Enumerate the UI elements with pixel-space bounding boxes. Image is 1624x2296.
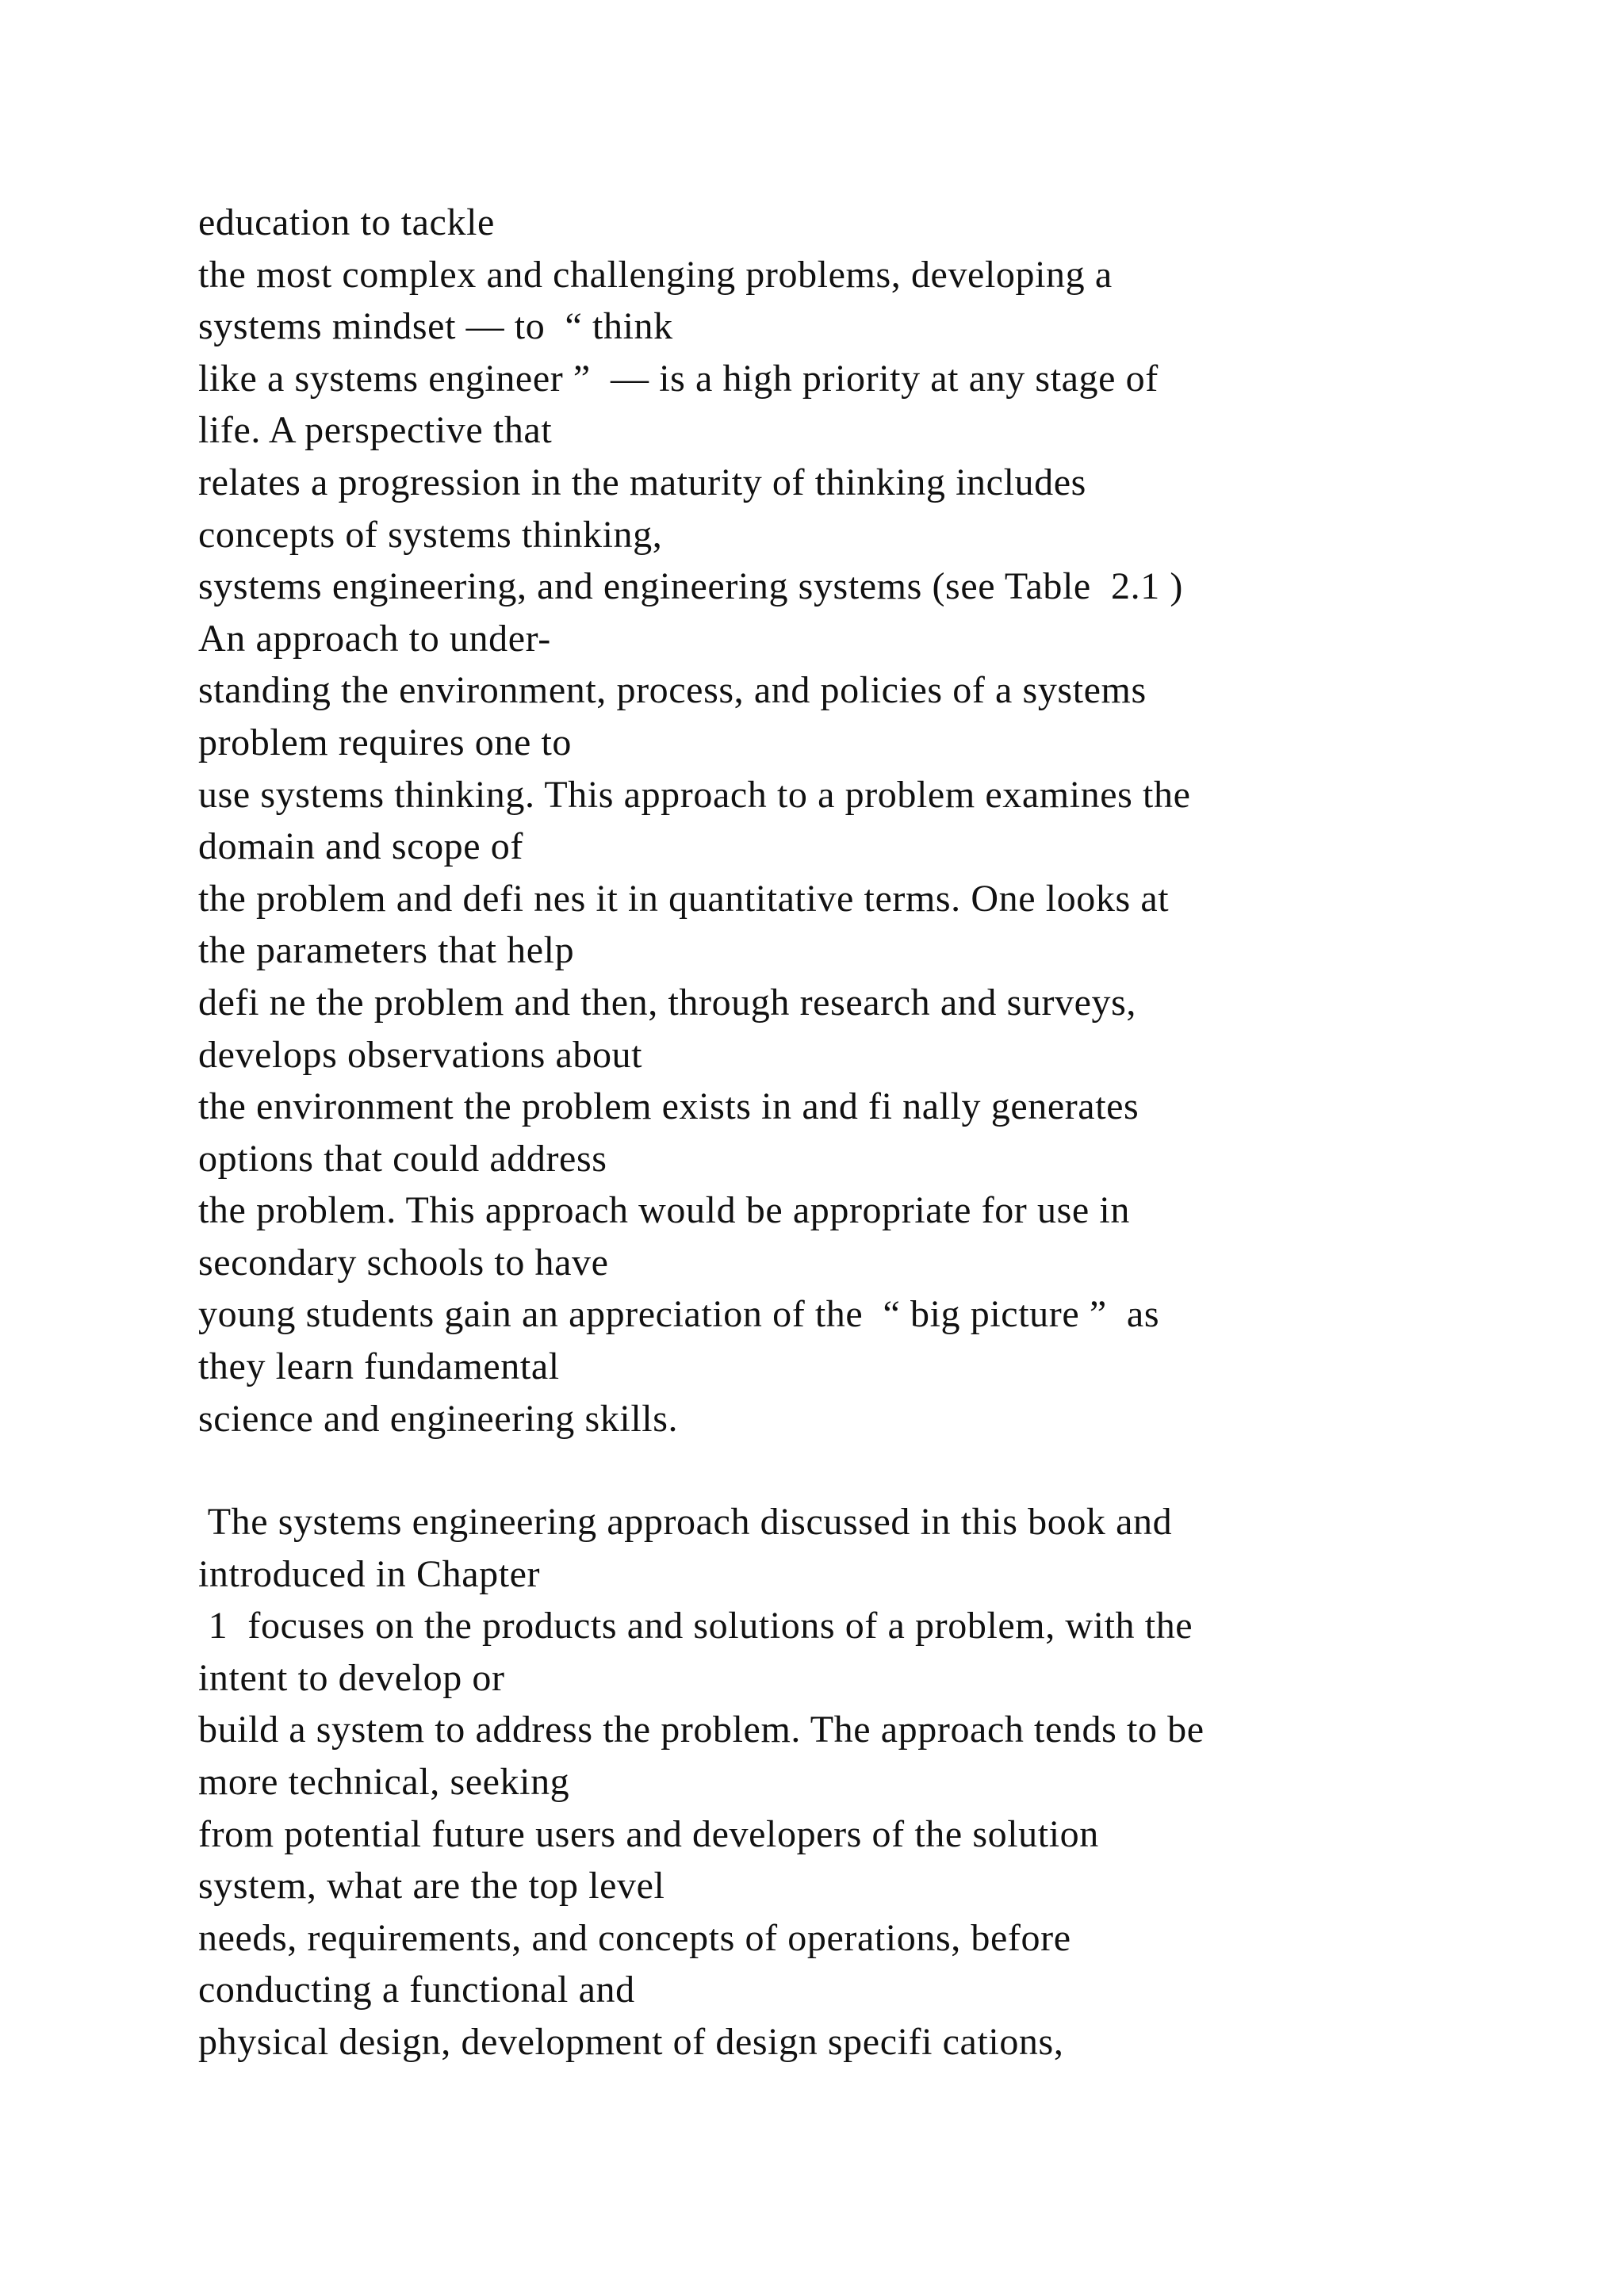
text-line: the problem. This approach would be appropriate for use in (198, 1189, 1130, 1232)
text-line: the environment the problem exists in and fi nally generates (198, 1085, 1139, 1128)
text-line: intent to develop or (198, 1656, 505, 1699)
text-line: science and engineering skills. (198, 1397, 679, 1440)
text-line: build a system to address the problem. The approach tends to be (198, 1709, 1205, 1751)
text-line: domain and scope of (198, 825, 523, 868)
text-line: like a systems engineer ” — is a high priority at any stage of (198, 357, 1159, 400)
text-line: more technical, seeking (198, 1760, 570, 1803)
text-line: education to tackle (198, 201, 495, 243)
text-line: physical design, development of design specifi cations, (198, 2020, 1064, 2063)
text-line: concepts of systems thinking, (198, 513, 663, 556)
text-line: they learn fundamental (198, 1345, 560, 1388)
text-line: the most complex and challenging problems, developing a (198, 253, 1113, 296)
text-line: develops observations about (198, 1033, 643, 1076)
text-line: problem requires one to (198, 721, 572, 763)
paragraph-2 (198, 1496, 1507, 2068)
paragraph-1 (198, 197, 1507, 1445)
text-line: system, what are the top level (198, 1865, 665, 1908)
text-line: the parameters that help (198, 929, 575, 972)
text-line: needs, requirements, and concepts of operations, before (198, 1916, 1071, 1959)
text-line: young students gain an appreciation of the “ big picture ” as (198, 1293, 1160, 1336)
text-line: options that could address (198, 1137, 607, 1180)
text-line: conducting a functional and (198, 1969, 635, 2011)
text-line: 1 focuses on the products and solutions of a problem, with the (198, 1605, 1193, 1647)
text-line: introduced in Chapter (198, 1552, 541, 1595)
text-line: use systems thinking. This approach to a problem examines the (198, 773, 1191, 816)
text-line: The systems engineering approach discussed in this book and (198, 1501, 1173, 1543)
text-line: secondary schools to have (198, 1241, 609, 1284)
text-line: systems mindset — to “ think (198, 305, 673, 348)
text-line: defi ne the problem and then, through research and surveys, (198, 981, 1137, 1024)
text-line: systems engineering, and engineering systems (see Table 2.1 ) (198, 565, 1183, 608)
text-line: standing the environment, process, and policies of a systems (198, 669, 1147, 712)
text-line: the problem and defi nes it in quantitative terms. One looks at (198, 877, 1170, 920)
text-line: relates a progression in the maturity of thinking includes (198, 461, 1086, 503)
text-line: life. A perspective that (198, 409, 553, 452)
text-line: An approach to under- (198, 617, 551, 660)
text-line: from potential future users and developers of the solution (198, 1812, 1099, 1855)
